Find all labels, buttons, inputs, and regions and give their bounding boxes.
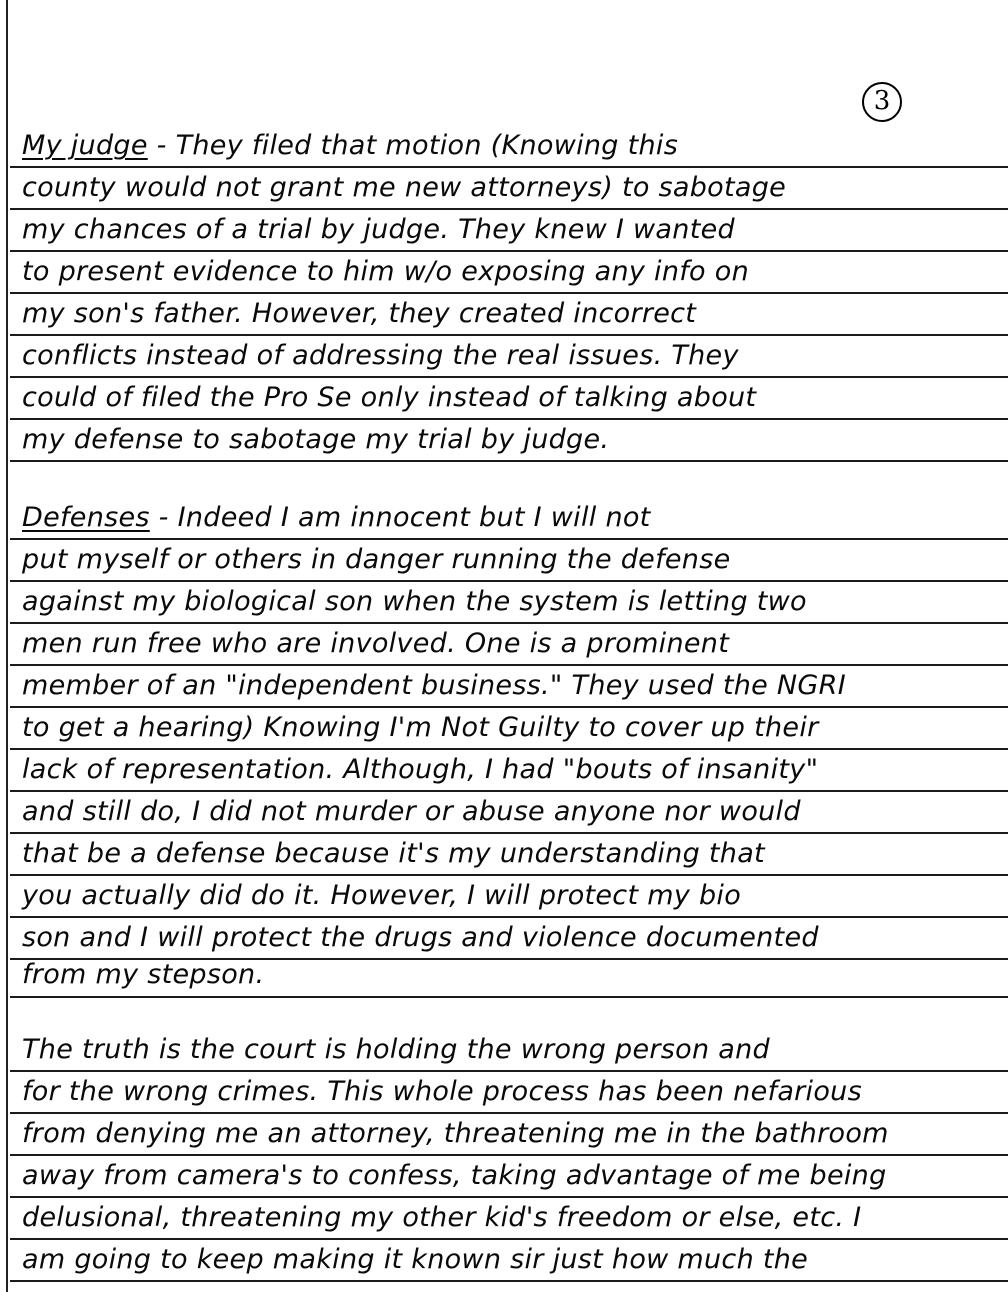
page-number: 3: [862, 82, 902, 122]
paragraph-3-line-3: from denying me an attorney, threatening me in the bathroom: [22, 1118, 889, 1149]
paragraph-2-line-7: lack of representation. Although, I had "bouts of insanity": [22, 754, 819, 785]
ruled-line: [10, 874, 1008, 876]
paragraph-1-line-1-rest: - They filed that motion (Knowing this: [147, 130, 679, 161]
paragraph-2-line-1: [22, 501, 651, 535]
ruled-line: [10, 1280, 1008, 1282]
paragraph-2-line-4: men run free who are involved. One is a prominent: [22, 628, 730, 659]
ruled-line: [10, 832, 1008, 834]
paragraph-2-line-12: from my stepson.: [22, 959, 265, 990]
paragraph-2-heading: Defenses: [22, 502, 150, 533]
paragraph-1-line-1: [22, 129, 678, 163]
paragraph-2-line-5: member of an "independent business." They used the NGRI: [22, 670, 846, 701]
ruled-line: [10, 334, 1008, 336]
ruled-line: [10, 580, 1008, 582]
paragraph-3-line-6: am going to keep making it known sir just how much the: [22, 1244, 809, 1275]
ruled-line: [10, 460, 1008, 462]
paragraph-1-line-3: my chances of a trial by judge. They knew I wanted: [22, 214, 735, 245]
ruled-line: [10, 748, 1008, 750]
ruled-line: [10, 1070, 1008, 1072]
ruled-line: [10, 706, 1008, 708]
paragraph-3-line-5: delusional, threatening my other kid's freedom or else, etc. I: [22, 1202, 862, 1233]
paragraph-2-line-8: and still do, I did not murder or abuse anyone nor would: [22, 796, 801, 827]
paragraph-2-line-11: son and I will protect the drugs and violence documented: [22, 922, 819, 953]
ruled-line: [10, 916, 1008, 918]
paragraph-1-line-6: conflicts instead of addressing the real issues. They: [22, 340, 739, 371]
ruled-line: [10, 538, 1008, 540]
ruled-line: [10, 250, 1008, 252]
paragraph-1-line-4: to present evidence to him w/o exposing any info on: [22, 256, 749, 287]
ruled-line: [10, 376, 1008, 378]
ruled-line: [10, 418, 1008, 420]
paragraph-1-line-7: could of filed the Pro Se only instead of talking about: [22, 382, 757, 413]
paragraph-2-line-2: put myself or others in danger running the defense: [22, 544, 731, 575]
ruled-line: [10, 1112, 1008, 1114]
paragraph-1-line-5: my son's father. However, they created incorrect: [22, 298, 697, 329]
paragraph-1-heading: My judge: [22, 130, 148, 161]
paragraph-2-line-6: to get a hearing) Knowing I'm Not Guilty to cover up their: [22, 712, 819, 743]
ruled-line: [10, 664, 1008, 666]
paragraph-3-line-2: for the wrong crimes. This whole process has been nefarious: [22, 1076, 862, 1107]
paragraph-3-line-1: The truth is the court is holding the wrong person and: [22, 1034, 770, 1065]
ruled-line: [10, 166, 1008, 168]
ruled-line: [10, 208, 1008, 210]
paragraph-3-line-4: away from camera's to confess, taking advantage of me being: [22, 1160, 887, 1191]
ruled-line: [10, 1238, 1008, 1240]
ruled-line: [10, 790, 1008, 792]
ruled-line: [10, 996, 1008, 998]
paragraph-1-line-8: my defense to sabotage my trial by judge.: [22, 424, 610, 455]
ruled-line: [10, 622, 1008, 624]
ruled-line: [10, 1196, 1008, 1198]
paragraph-2-line-1-rest: - Indeed I am innocent but I will not: [149, 502, 651, 533]
ruled-line: [10, 1154, 1008, 1156]
paragraph-2-line-10: you actually did do it. However, I will protect my bio: [22, 880, 742, 911]
paragraph-2-line-3: against my biological son when the system is letting two: [22, 586, 807, 617]
paragraph-2-line-9: that be a defense because it's my understanding that: [22, 838, 765, 869]
ruled-line: [10, 292, 1008, 294]
paragraph-1-line-2: county would not grant me new attorneys) to sabotage: [22, 172, 787, 203]
